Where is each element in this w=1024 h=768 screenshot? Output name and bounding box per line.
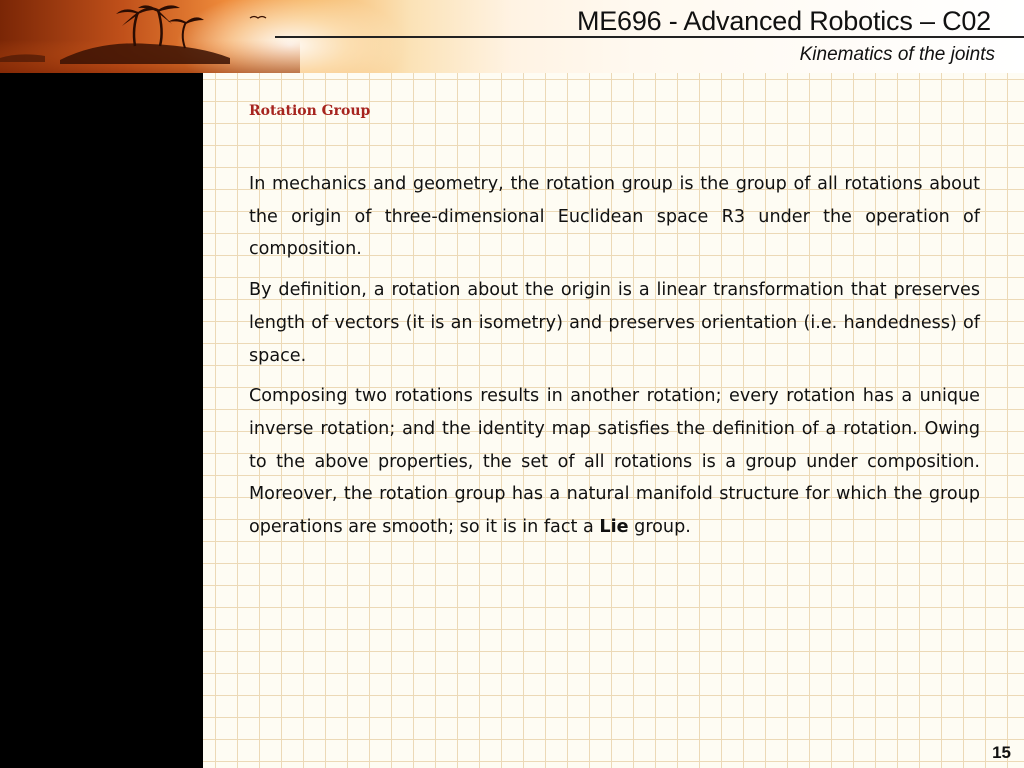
paragraph-2: By definition, a rotation about the origin is a linear transformation that preserves length of vectors (it is an isometry) and preserves orientation (i.e. handedness) of space. xyxy=(249,280,980,366)
left-dark-panel xyxy=(0,73,203,768)
paragraph-1: In mechanics and geometry, the rotation group is the group of all rotations about the origin of three-dimensional Euclidean space R3 under the operation of composition. xyxy=(249,174,980,260)
tropical-island-image xyxy=(0,0,300,73)
course-title: ME696 - Advanced Robotics – C02 xyxy=(576,6,991,36)
paragraph-3 xyxy=(249,380,980,544)
chapter-subtitle: Kinematics of the joints xyxy=(799,44,995,65)
paragraph-3-end: group. xyxy=(628,517,691,538)
section-title: Rotation Group xyxy=(249,103,371,119)
lie-term: Lie xyxy=(599,517,629,538)
slide-header xyxy=(0,0,1024,73)
slide-body xyxy=(249,168,980,552)
paragraph-3-text: Composing two rotations results in another rotation; every rotation has a unique inverse rotation; and the identity map satisfies the definition of a rotation. Owing to the above properties, the set of all rotations is a group under composition. Moreover, the rotation group has a natural manifold structure for which the group operations are smooth; so it is in fact a xyxy=(249,386,980,538)
page-number: 15 xyxy=(992,743,1011,762)
